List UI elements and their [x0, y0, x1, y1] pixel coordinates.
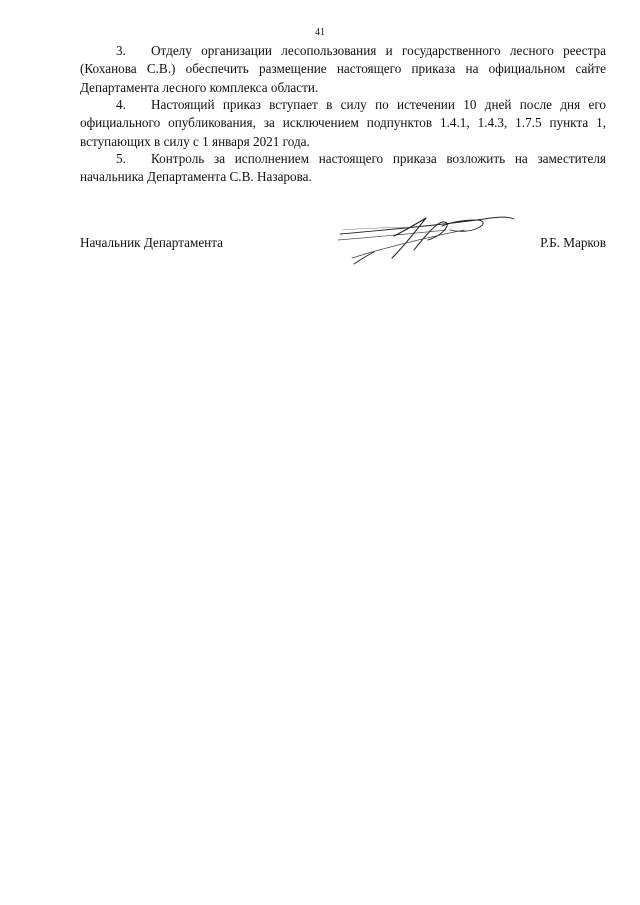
clause-number: 3. — [116, 43, 126, 58]
signer-title: Начальник Департамента — [80, 235, 224, 250]
clause-3 — [80, 42, 606, 97]
handwritten-signature — [334, 206, 520, 272]
clause-number: 4. — [116, 97, 126, 112]
clause-5 — [80, 150, 606, 187]
signer-name: Р.Б. Марков — [540, 235, 606, 250]
page-number: 41 — [315, 27, 325, 38]
clause-text: Настоящий приказ вступает в силу по истечении 10 дней после дня его официального опубликования, за исключением подпунктов 1.4.1, 1.4.3, 1.7.5 пункта 1, вступающих в силу с 1 января 2021 года. — [80, 97, 606, 149]
clause-number: 5. — [116, 151, 126, 166]
clause-text: Отделу организации лесопользования и государственного лесного реестра (Коханова С.В.) обеспечить размещение настоящего приказа на официальном сайте Департамента лесного комплекса области. — [80, 43, 606, 95]
clause-4 — [80, 96, 606, 151]
clause-text: Контроль за исполнением настоящего приказа возложить на заместителя начальника Департамента С.В. Назарова. — [80, 151, 606, 185]
